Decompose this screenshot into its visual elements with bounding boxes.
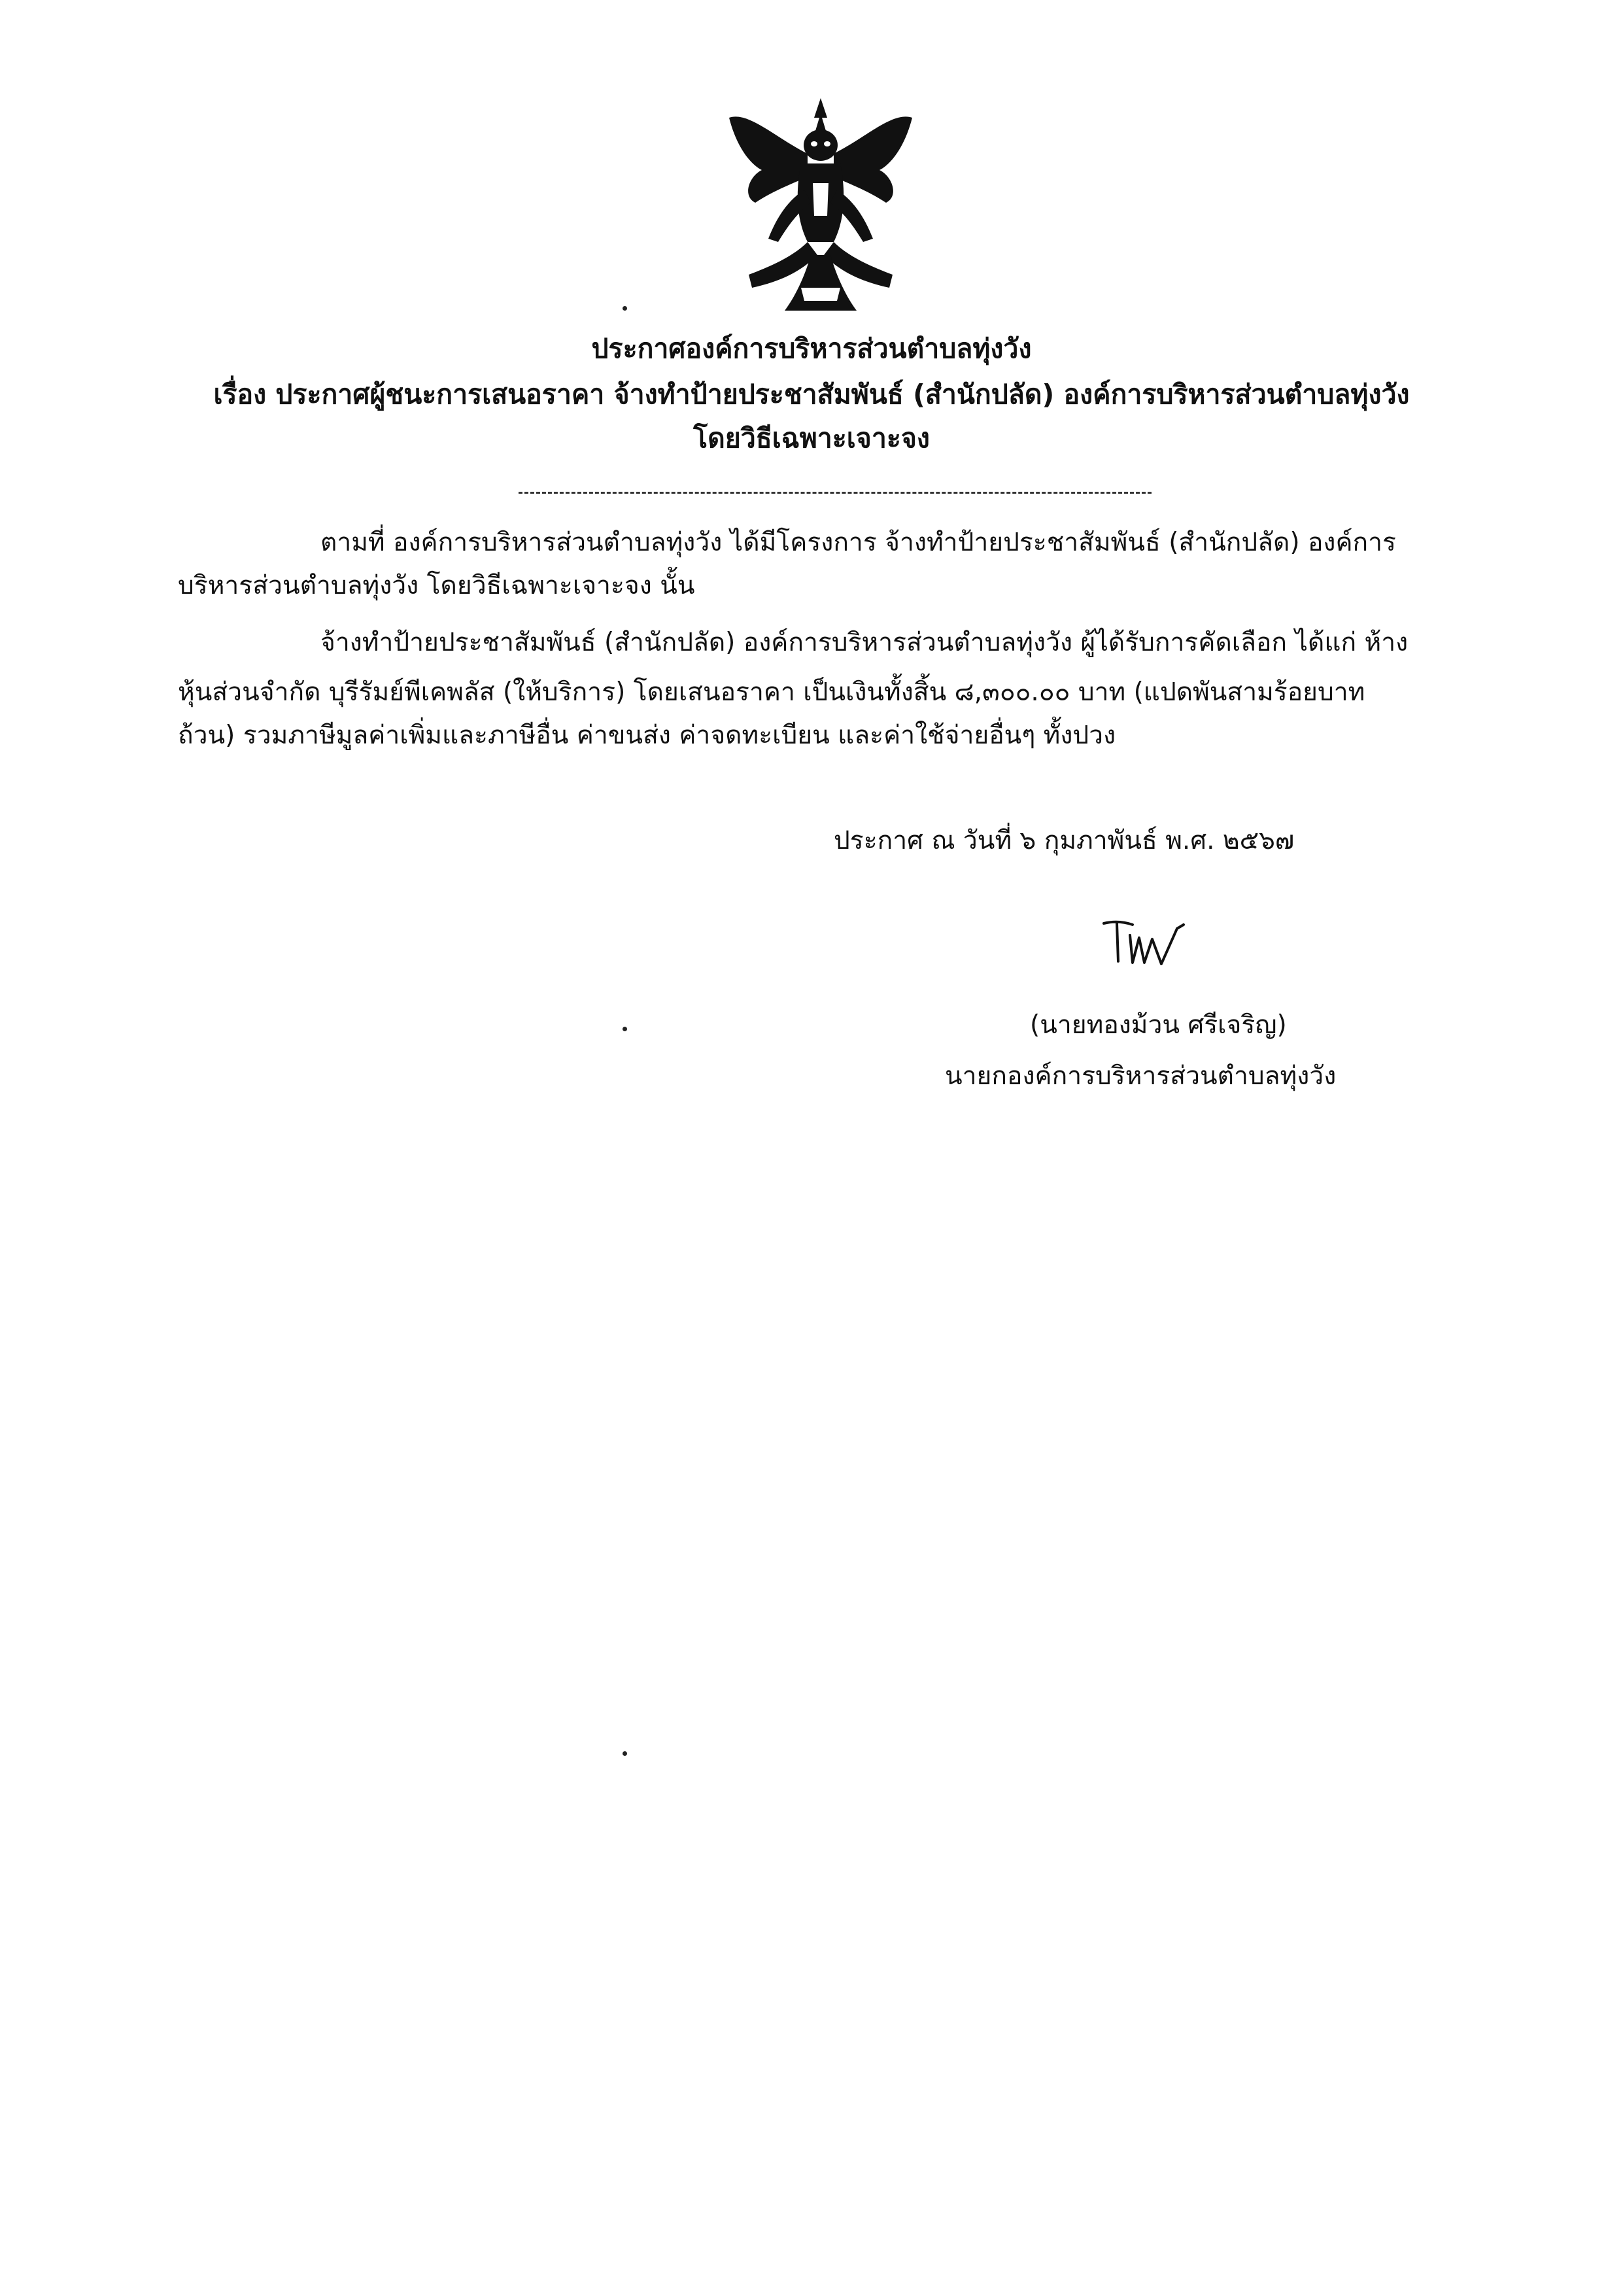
scan-mark: [623, 306, 627, 311]
garuda-emblem-icon: [723, 92, 919, 317]
paragraph-2-line-2: หุ้นส่วนจำกัด บุรีรัมย์พีเคพลัส (ให้บริการ) โดยเสนอราคา เป็นเงินทั้งสิ้น ๘,๓๐๐.๐๐ บาท (แปดพันสามร้อยบาท: [178, 677, 1365, 707]
announcement-date: ประกาศ ณ วันที่ ๖ กุมภาพันธ์ พ.ศ. ๒๕๖๗: [834, 826, 1295, 855]
announcement-subject: เรื่อง ประกาศผู้ชนะการเสนอราคา จ้างทำป้ายประชาสัมพันธ์ (สำนักปลัด) องค์การบริหารส่วนตำบลทุ่งวัง: [213, 379, 1410, 410]
signatory-position: นายกองค์การบริหารส่วนตำบลทุ่งวัง: [945, 1061, 1337, 1091]
paragraph-1-line-1: ตามที่ องค์การบริหารส่วนตำบลทุ่งวัง ได้มีโครงการ จ้างทำป้ายประชาสัมพันธ์ (สำนักปลัด) องค์การ: [320, 528, 1396, 557]
handwritten-signature: [1099, 916, 1203, 968]
announcement-title: ประกาศองค์การบริหารส่วนตำบลทุ่งวัง: [591, 333, 1032, 364]
scan-mark: [623, 1027, 627, 1031]
scan-mark: [623, 1751, 627, 1756]
paragraph-2-line-3: ถ้วน) รวมภาษีมูลค่าเพิ่มและภาษีอื่น ค่าขนส่ง ค่าจดทะเบียน และค่าใช้จ่ายอื่นๆ ทั้งปวง: [178, 721, 1116, 750]
paragraph-1-line-2: บริหารส่วนตำบลทุ่งวัง โดยวิธีเฉพาะเจาะจง นั้น: [178, 571, 695, 600]
paragraph-2-line-1: จ้างทำป้ายประชาสัมพันธ์ (สำนักปลัด) องค์การบริหารส่วนตำบลทุ่งวัง ผู้ได้รับการคัดเลือก ได้แก่ ห้าง: [320, 628, 1409, 657]
signatory-name: (นายทองม้วน ศรีเจริญ): [1030, 1010, 1287, 1040]
procurement-method: โดยวิธีเฉพาะเจาะจง: [693, 422, 930, 454]
dashed-divider: [519, 492, 1152, 494]
